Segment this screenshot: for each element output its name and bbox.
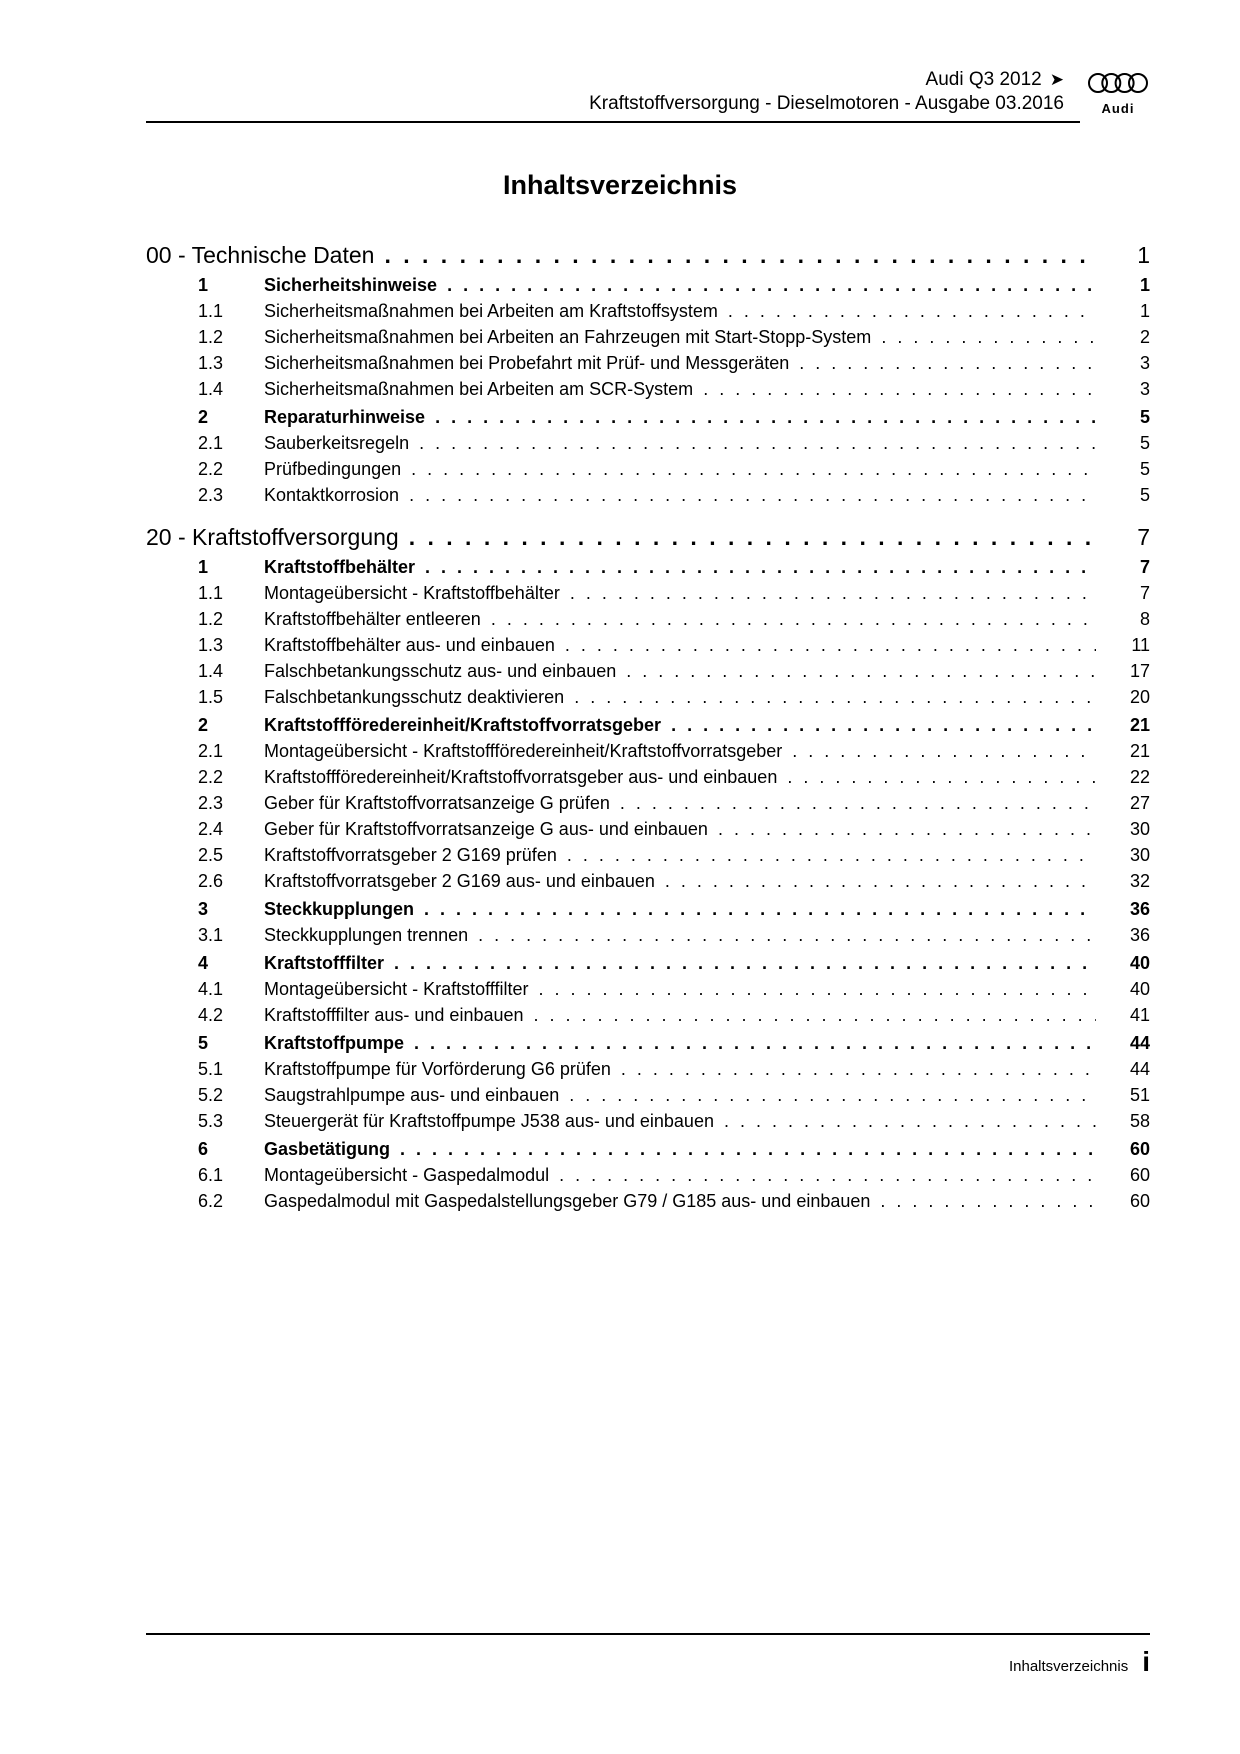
toc-subsection-page: 22 <box>1129 767 1150 787</box>
toc-dot-leader <box>534 1002 1096 1028</box>
toc-subsection-number: 2.3 <box>198 793 224 813</box>
toc-subsection-number: 1.5 <box>198 687 224 707</box>
toc-section-entry[interactable] <box>146 897 1150 922</box>
toc-subsection-title: Kraftstoffföredereinheit/Kraftstoffvorratsgeber aus- und einbauen <box>264 767 778 787</box>
toc-dot-leader <box>384 240 1096 270</box>
header-divider <box>146 121 1080 123</box>
toc-subsection-number: 5.1 <box>198 1059 224 1079</box>
toc-subsection-entry[interactable] <box>146 456 1150 482</box>
toc-section-title: Sicherheitshinweise <box>264 275 438 295</box>
toc-section-number: 6 <box>198 1139 209 1159</box>
toc-section-entry[interactable] <box>146 1031 1150 1056</box>
toc-subsection-number: 5.3 <box>198 1111 224 1131</box>
toc-subsection-entry[interactable] <box>146 482 1150 508</box>
audi-logo <box>1086 72 1150 116</box>
toc-subsection-entry[interactable] <box>146 606 1150 632</box>
toc-subsection-number: 2.2 <box>198 767 224 787</box>
toc-dot-leader <box>435 405 1096 430</box>
audi-wordmark: Audi <box>1101 101 1135 116</box>
toc-subsection-number: 1.2 <box>198 327 224 347</box>
toc-section-page: 7 <box>1139 557 1150 577</box>
toc-dot-leader <box>626 658 1096 684</box>
toc-subsection-title: Montageübersicht - Kraftstoffbehälter <box>264 583 560 603</box>
toc-subsection-entry[interactable] <box>146 842 1150 868</box>
toc-subsection-title: Falschbetankungsschutz deaktivieren <box>264 687 565 707</box>
toc-subsection-page: 1 <box>1139 301 1150 321</box>
page-title: Inhaltsverzeichnis <box>502 170 738 200</box>
toc-subsection-page: 27 <box>1129 793 1150 813</box>
toc-section-entry[interactable] <box>146 1137 1150 1162</box>
toc-subsection-title: Kraftstoffvorratsgeber 2 G169 prüfen <box>264 845 557 865</box>
toc-subsection-page: 7 <box>1139 583 1150 603</box>
toc-subsection-page: 3 <box>1139 379 1150 399</box>
toc-subsection-entry[interactable] <box>146 1002 1150 1028</box>
toc-subsection-title: Sicherheitsmaßnahmen bei Arbeiten am SCR-System <box>264 379 694 399</box>
toc-subsection-number: 2.1 <box>198 433 224 453</box>
header-text <box>589 68 1064 116</box>
toc-subsection-entry[interactable] <box>146 738 1150 764</box>
toc-subsection-entry[interactable] <box>146 658 1150 684</box>
toc-dot-leader <box>491 606 1096 632</box>
toc-subsection-number: 1.3 <box>198 635 224 655</box>
toc-dot-leader <box>799 350 1096 376</box>
toc-subsection-number: 3.1 <box>198 925 224 945</box>
toc-chapter-page: 1 <box>1137 242 1150 268</box>
toc-dot-leader <box>621 1056 1096 1082</box>
toc-dot-leader <box>409 522 1096 552</box>
toc-subsection-title: Saugstrahlpumpe aus- und einbauen <box>264 1085 560 1105</box>
toc-subsection-entry[interactable] <box>146 1082 1150 1108</box>
toc-dot-leader <box>565 632 1096 658</box>
toc-dot-leader <box>409 482 1096 508</box>
header-model: Audi Q3 2012 <box>925 69 1042 90</box>
toc-section-page: 44 <box>1129 1033 1150 1053</box>
toc-subsection-page: 20 <box>1129 687 1150 707</box>
toc-subsection-page: 11 <box>1131 635 1150 655</box>
toc-dot-leader <box>671 713 1096 738</box>
toc-dot-leader <box>570 580 1096 606</box>
toc-subsection-entry[interactable] <box>146 350 1150 376</box>
toc-subsection-page: 40 <box>1129 979 1150 999</box>
toc-dot-leader <box>703 376 1096 402</box>
toc-dot-leader <box>425 555 1096 580</box>
toc-subsection-number: 1.1 <box>198 301 224 321</box>
toc-subsection-number: 1.1 <box>198 583 224 603</box>
toc-subsection-title: Kraftstofffilter aus- und einbauen <box>264 1005 524 1025</box>
toc-subsection-number: 2.4 <box>198 819 224 839</box>
toc-section-number: 2 <box>198 407 209 427</box>
header-line-model <box>589 68 1064 92</box>
toc-dot-leader <box>478 922 1096 948</box>
toc-subsection-entry[interactable] <box>146 684 1150 710</box>
toc-subsection-title: Kraftstoffbehälter aus- und einbauen <box>264 635 555 655</box>
toc-subsection-page: 2 <box>1139 327 1150 347</box>
toc-subsection-page: 36 <box>1129 925 1150 945</box>
toc-subsection-entry[interactable] <box>146 868 1150 894</box>
toc-subsection-page: 60 <box>1129 1165 1150 1185</box>
toc-section-entry[interactable] <box>146 951 1150 976</box>
arrow-right-icon: ➤ <box>1049 70 1064 89</box>
toc-chapter-page: 7 <box>1137 524 1150 550</box>
toc-subsection-title: Montageübersicht - Kraftstoffföredereinheit/Kraftstoffvorratsgeber <box>264 741 783 761</box>
toc-dot-leader <box>665 868 1096 894</box>
toc-subsection-number: 6.1 <box>198 1165 224 1185</box>
toc-dot-leader <box>574 684 1096 710</box>
toc-dot-leader <box>424 897 1096 922</box>
toc-subsection-page: 30 <box>1129 845 1150 865</box>
toc-subsection-entry[interactable] <box>146 764 1150 790</box>
toc-dot-leader <box>414 1031 1096 1056</box>
toc-section-number: 5 <box>198 1033 209 1053</box>
toc-section-title: Kraftstoffbehälter <box>264 557 416 577</box>
footer-divider <box>146 1633 1150 1635</box>
toc-dot-leader <box>792 738 1096 764</box>
toc-subsection-page: 32 <box>1129 871 1150 891</box>
toc-subsection-page: 30 <box>1129 819 1150 839</box>
toc-subsection-page: 58 <box>1129 1111 1150 1131</box>
toc-subsection-title: Sauberkeitsregeln <box>264 433 410 453</box>
toc-subsection-entry[interactable] <box>146 430 1150 456</box>
toc-subsection-number: 6.2 <box>198 1191 224 1211</box>
toc-subsection-title: Geber für Kraftstoffvorratsanzeige G prüfen <box>264 793 610 813</box>
toc-subsection-number: 1.4 <box>198 661 224 681</box>
toc-section-title: Steckkupplungen <box>264 899 415 919</box>
toc-section-entry[interactable] <box>146 555 1150 580</box>
toc-dot-leader <box>394 951 1096 976</box>
toc-dot-leader <box>880 1188 1096 1214</box>
toc-dot-leader <box>569 1082 1096 1108</box>
toc-subsection-number: 1.4 <box>198 379 224 399</box>
toc-subsection-number: 4.2 <box>198 1005 224 1025</box>
toc-subsection-title: Geber für Kraftstoffvorratsanzeige G aus- und einbauen <box>264 819 708 839</box>
toc-subsection-entry[interactable] <box>146 1056 1150 1082</box>
toc-subsection-title: Falschbetankungsschutz aus- und einbauen <box>264 661 617 681</box>
footer-label: Inhaltsverzeichnis <box>1008 1658 1129 1675</box>
toc-subsection-number: 2.2 <box>198 459 224 479</box>
toc-subsection-page: 5 <box>1139 433 1150 453</box>
toc-subsection-number: 1.3 <box>198 353 224 373</box>
toc-section-page: 60 <box>1129 1139 1150 1159</box>
toc-section-title: Kraftstofffilter <box>264 953 384 973</box>
toc-subsection-page: 17 <box>1129 661 1150 681</box>
toc-subsection-entry[interactable] <box>146 922 1150 948</box>
toc-dot-leader <box>538 976 1096 1002</box>
toc-section-number: 1 <box>198 275 209 295</box>
toc-subsection-page: 41 <box>1129 1005 1150 1025</box>
toc-subsection-entry[interactable] <box>146 1108 1150 1134</box>
toc-subsection-entry[interactable] <box>146 580 1150 606</box>
toc-subsection-title: Prüfbedingungen <box>264 459 402 479</box>
toc-dot-leader <box>419 430 1096 456</box>
toc-subsection-number: 4.1 <box>198 979 224 999</box>
toc-subsection-entry[interactable] <box>146 632 1150 658</box>
toc-subsection-entry[interactable] <box>146 790 1150 816</box>
toc-chapter-entry[interactable] <box>146 240 1150 270</box>
toc-subsection-number: 1.2 <box>198 609 224 629</box>
header-subtitle: Kraftstoffversorgung - Dieselmotoren - Ausgabe 03.2016 <box>589 93 1064 114</box>
toc-subsection-entry[interactable] <box>146 816 1150 842</box>
toc-section-entry[interactable] <box>146 273 1150 298</box>
toc-section-page: 36 <box>1129 899 1150 919</box>
toc-subsection-page: 8 <box>1139 609 1150 629</box>
toc-dot-leader <box>411 456 1096 482</box>
toc-subsection-title: Steuergerät für Kraftstoffpumpe J538 aus- und einbauen <box>264 1111 714 1131</box>
toc-subsection-entry[interactable] <box>146 376 1150 402</box>
toc-dot-leader <box>787 764 1096 790</box>
toc-chapter-title: 00 - Technische Daten <box>146 242 375 268</box>
toc-subsection-title: Montageübersicht - Gaspedalmodul <box>264 1165 550 1185</box>
toc-chapter-entry[interactable] <box>146 522 1150 552</box>
toc-subsection-number: 2.5 <box>198 845 224 865</box>
toc-section-title: Kraftstoffpumpe <box>264 1033 404 1053</box>
toc-subsection-title: Kraftstoffpumpe für Vorförderung G6 prüfen <box>264 1059 611 1079</box>
toc-section-page: 1 <box>1139 275 1150 295</box>
audi-rings-icon <box>1087 72 1149 94</box>
toc-subsection-title: Sicherheitsmaßnahmen bei Arbeiten am Kraftstoffsystem <box>264 301 718 321</box>
toc-subsection-number: 2.6 <box>198 871 224 891</box>
toc-dot-leader <box>728 298 1096 324</box>
toc-section-number: 2 <box>198 715 209 735</box>
toc-subsection-page: 21 <box>1129 741 1150 761</box>
toc-subsection-number: 2.3 <box>198 485 224 505</box>
toc-subsection-title: Montageübersicht - Kraftstofffilter <box>264 979 529 999</box>
toc-subsection-title: Sicherheitsmaßnahmen bei Arbeiten an Fahrzeugen mit Start-Stopp-System <box>264 327 872 347</box>
toc-subsection-title: Sicherheitsmaßnahmen bei Probefahrt mit Prüf- und Messgeräten <box>264 353 790 373</box>
table-of-contents <box>146 240 1150 1214</box>
toc-section-title: Kraftstoffföredereinheit/Kraftstoffvorratsgeber <box>264 715 662 735</box>
toc-section-page: 40 <box>1129 953 1150 973</box>
toc-section-title: Gasbetätigung <box>264 1139 391 1159</box>
toc-subsection-title: Steckkupplungen trennen <box>264 925 469 945</box>
toc-section-page: 21 <box>1129 715 1150 735</box>
toc-dot-leader <box>881 324 1096 350</box>
toc-subsection-entry[interactable] <box>146 324 1150 350</box>
toc-section-entry[interactable] <box>146 405 1150 430</box>
toc-dot-leader <box>559 1162 1096 1188</box>
toc-subsection-entry[interactable] <box>146 1162 1150 1188</box>
toc-subsection-page: 60 <box>1129 1191 1150 1211</box>
toc-dot-leader <box>567 842 1096 868</box>
toc-subsection-title: Kontaktkorrosion <box>264 485 400 505</box>
page-footer <box>1009 1646 1150 1678</box>
page-header <box>146 68 1150 122</box>
toc-subsection-page: 44 <box>1129 1059 1150 1079</box>
toc-subsection-entry[interactable] <box>146 976 1150 1002</box>
toc-subsection-title: Kraftstoffbehälter entleeren <box>264 609 481 629</box>
toc-dot-leader <box>400 1137 1096 1162</box>
toc-subsection-entry[interactable] <box>146 1188 1150 1214</box>
footer-page-number: i <box>1142 1646 1150 1677</box>
toc-dot-leader <box>724 1108 1096 1134</box>
toc-subsection-title: Kraftstoffvorratsgeber 2 G169 aus- und einbauen <box>264 871 655 891</box>
toc-dot-leader <box>620 790 1096 816</box>
toc-subsection-number: 5.2 <box>198 1085 224 1105</box>
toc-subsection-page: 3 <box>1139 353 1150 373</box>
toc-section-number: 3 <box>198 899 209 919</box>
toc-subsection-page: 51 <box>1129 1085 1150 1105</box>
toc-subsection-number: 2.1 <box>198 741 224 761</box>
toc-dot-leader <box>718 816 1096 842</box>
toc-subsection-title: Gaspedalmodul mit Gaspedalstellungsgeber G79 / G185 aus- und einbauen <box>264 1191 871 1211</box>
toc-section-page: 5 <box>1139 407 1150 427</box>
toc-section-number: 4 <box>198 953 209 973</box>
toc-section-entry[interactable] <box>146 713 1150 738</box>
toc-subsection-entry[interactable] <box>146 298 1150 324</box>
toc-subsection-page: 5 <box>1139 459 1150 479</box>
toc-section-number: 1 <box>198 557 209 577</box>
toc-section-title: Reparaturhinweise <box>264 407 426 427</box>
toc-chapter-title: 20 - Kraftstoffversorgung <box>146 524 399 550</box>
toc-dot-leader <box>447 273 1096 298</box>
toc-subsection-page: 5 <box>1139 485 1150 505</box>
